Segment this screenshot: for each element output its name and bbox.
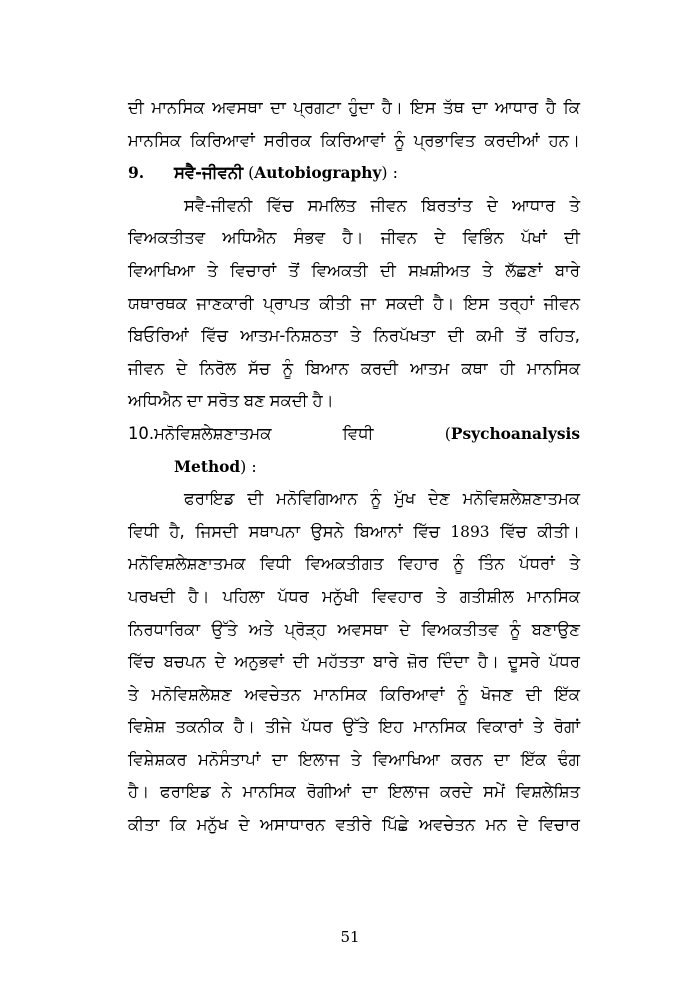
paragraph-section-9 xyxy=(128,190,580,418)
word: ਤਕਨੀਕ xyxy=(175,717,224,737)
word: ਵਿਧੀ xyxy=(128,521,159,541)
word: ਵਿਅਕਤੀਤਵ xyxy=(128,228,205,248)
word: ਮਾਨਸਿਕ xyxy=(526,358,580,378)
word: ਬਾਰੇ xyxy=(373,652,399,672)
word: ਹੀ xyxy=(499,358,515,378)
word: ਦੀ xyxy=(128,98,144,117)
text-line xyxy=(128,646,580,679)
word: ਵਿਧੀ xyxy=(259,554,291,574)
heading-10 xyxy=(128,418,580,451)
word: ਦੇ xyxy=(434,228,446,248)
heading-title-roman: Psychoanalysis xyxy=(450,424,580,443)
word: ਹੈ। xyxy=(433,293,455,313)
word: ਕਿਰਿਆਵਾਂ xyxy=(320,130,386,150)
word: ਵਿਅਕਤੀਗਤ xyxy=(305,554,384,574)
word: ਵਿੱਚ xyxy=(266,195,294,215)
word: ਜਾਣਕਾਰੀ xyxy=(196,293,254,313)
text-line xyxy=(128,222,580,255)
word: ਸੱਚ xyxy=(248,358,271,378)
paren-close-glyph: ) xyxy=(381,163,388,183)
word: ਅਵਚੇਤਨ xyxy=(419,815,476,835)
word: ਸੰਭਵ xyxy=(293,228,325,248)
word: ਦੇ xyxy=(486,195,498,215)
word: ਨੂੰ xyxy=(457,684,469,704)
word: ਲੱਛਣਾਂ xyxy=(505,260,543,280)
word: ਪੱਧਰਾਂ xyxy=(519,554,555,574)
word: ਇਸ xyxy=(463,293,490,313)
word: ਬਾਰੇ xyxy=(554,260,580,280)
word: ਕੀਤਾ xyxy=(128,815,160,835)
word: ਤੋਂ xyxy=(515,326,527,346)
word: ਹੈ। xyxy=(381,98,403,117)
word: ਦਾ xyxy=(361,782,378,802)
word: ਕਰਦੀ xyxy=(360,358,398,378)
word: ਉੱਤੇ xyxy=(342,717,369,737)
word: ਸਖ਼ਸ਼ੀਅਤ xyxy=(408,260,471,280)
word: ਕਰਦੇ xyxy=(440,782,473,802)
word: ਜੀਵਨ xyxy=(543,293,580,313)
text-line xyxy=(128,483,580,516)
word: ਹੈ xyxy=(545,98,556,117)
word: ਕੀਤੀ xyxy=(319,293,351,313)
word: ਗਤੀਸ਼ੀਲ xyxy=(459,586,514,606)
word: ਬਣ xyxy=(243,391,265,411)
heading-colon: : xyxy=(392,163,398,183)
word: ਵਿਭਿੰਨ xyxy=(462,228,504,248)
word: ਜ਼ੋਰ xyxy=(407,652,429,672)
word: ਸਥਾਪਨਾ xyxy=(248,521,301,541)
word: ਇਹ xyxy=(378,717,404,737)
word: ਨੂੰ xyxy=(282,358,293,378)
word: ਤੱਥ xyxy=(443,98,465,117)
word: ਵਤੀਰੇ xyxy=(335,815,372,835)
word: ਯਥਾਰਥਕ xyxy=(128,293,187,313)
word: ਦੀ xyxy=(525,684,542,704)
word: ਮਨੋਵਿਸ਼ਲੇਸ਼ਣ xyxy=(151,684,232,704)
text-line xyxy=(128,711,580,744)
word: ਅਨੁਭਵਾਂ xyxy=(234,652,284,672)
word: ਢੰਗ xyxy=(557,749,580,769)
word: ਪਹਿਲਾ xyxy=(222,586,265,606)
word: ਸਮਲਿਤ xyxy=(307,195,357,215)
word: ਬਿਰਤਾਂਤ xyxy=(421,195,473,215)
paren-open-glyph: ( xyxy=(248,163,255,183)
word: ਸਰੀਰਕ xyxy=(263,130,312,150)
word: ਨੇ xyxy=(221,782,232,802)
word: ਦੇ xyxy=(214,652,226,672)
text-line xyxy=(128,581,580,614)
word: ਸਰੋਤ xyxy=(207,391,239,411)
word: ਦੀ xyxy=(247,489,264,509)
text-line xyxy=(128,385,580,418)
word: ਬਚਪਨ xyxy=(163,652,206,672)
word: ਮਾਨਸਿਕ xyxy=(313,684,367,704)
word: ਹੁੰਦਾ xyxy=(348,98,375,117)
word: ਕੀਤੀ। xyxy=(537,521,580,541)
word: ਵਿਕਾਰਾਂ xyxy=(476,717,523,737)
word: ਤਰ੍ਹਾਂ xyxy=(498,293,535,313)
word: ਮਨੁੱਖ xyxy=(196,815,229,835)
word: ਦਾ xyxy=(186,391,203,411)
word: ਕਿ xyxy=(563,98,580,117)
word: ਨਿਰੋਲ xyxy=(199,358,237,378)
word: ਦਾ xyxy=(271,749,288,769)
heading-number: 9. xyxy=(128,163,145,183)
word: ਪ੍ਰੋੜ੍ਹ xyxy=(284,619,327,639)
heading-number: 10. xyxy=(128,423,155,443)
word: ਨਿਰਪੱਖਤਾ xyxy=(373,326,436,346)
word: ਹੈ, xyxy=(169,521,185,541)
word: ਪੱਧਰ xyxy=(277,586,309,606)
heading-10-line2 xyxy=(128,451,580,484)
heading-title-roman-2: Method xyxy=(174,457,241,476)
word: ਹੈ। xyxy=(233,717,255,737)
word: ਦੂਸਰੇ xyxy=(507,652,540,672)
word: ਦੇ xyxy=(176,358,188,378)
word: ਕਰਨ xyxy=(451,749,483,769)
word: ਆਤਮ xyxy=(410,358,450,378)
word: ਵਿਆਖਿਆ xyxy=(372,749,440,769)
word: ਹੈ। xyxy=(312,391,334,411)
word: ਤੇ xyxy=(350,326,361,346)
word: ਵਿਅਕਤੀ xyxy=(311,260,368,280)
heading-roman-group xyxy=(445,418,580,451)
word: ਦੇ xyxy=(517,815,529,835)
word: ਇੱਕ xyxy=(554,684,580,704)
word: ਕਮੀ xyxy=(476,326,504,346)
word: ਇਲਾਜ xyxy=(388,782,430,802)
word: ਦੇ xyxy=(238,815,250,835)
paragraph-continued xyxy=(128,92,580,157)
word: ਜੀਵਨ xyxy=(380,228,418,248)
word: ਮਹੱਤਤਾ xyxy=(317,652,365,672)
heading-9 xyxy=(128,157,580,190)
word: ਤੇ xyxy=(207,260,218,280)
word: ਜੀਵਨ xyxy=(128,358,165,378)
word: ਵਿਆਖਿਆ xyxy=(128,260,195,280)
word: ਦੀ xyxy=(380,260,396,280)
text-line xyxy=(128,548,580,581)
text-line xyxy=(128,320,580,353)
word: ਮਨੋਵਿਸ਼ਲੇਸ਼ਣਾਤਮਕ xyxy=(462,489,580,509)
word: ਵਿੱਚ xyxy=(128,652,155,672)
word: ਦਿੰਦਾ xyxy=(437,652,469,672)
word: ਹੈ। xyxy=(128,782,150,802)
word: ਸਕਦੀ xyxy=(385,293,424,313)
word: ਵਿੱਚ xyxy=(201,326,228,346)
word: ਪੱਖਾਂ xyxy=(521,228,547,248)
word: ਪ੍ਰਗਟਾ xyxy=(293,98,341,117)
word: ਕਰਦੀਆਂ xyxy=(484,130,540,150)
text-line xyxy=(128,679,580,712)
word: ਅਵਸਥਾ xyxy=(337,619,388,639)
word: ਮਾਨਸਿਕ xyxy=(526,586,580,606)
word: ਵਿਸ਼ੇਸ਼ xyxy=(128,717,166,737)
heading-10-line1 xyxy=(154,418,580,451)
word: ਖੋਜਣ xyxy=(481,684,513,704)
word: ਦਾ xyxy=(494,749,510,769)
word: ਵਿੱਚ xyxy=(500,521,527,541)
word: ਅਧਿਐਨ xyxy=(222,228,277,248)
year-1893: 1893 xyxy=(450,522,490,541)
heading-colon: : xyxy=(251,456,257,476)
word: ਮੁੱਖ xyxy=(394,489,416,509)
word: ਮਾਨਸਿਕ xyxy=(151,98,205,117)
heading-title-roman: Autobiography xyxy=(254,164,382,183)
word: ਮਨੁੱਖੀ xyxy=(322,586,359,606)
word: ਤੇ xyxy=(569,554,580,574)
heading-title-gurmukhi: ਸਵੈ-ਜੀਵਨੀ xyxy=(174,163,244,183)
word: ਅਤੇ xyxy=(248,619,274,639)
word: ਤੋਂ xyxy=(288,260,300,280)
text-line xyxy=(128,288,580,321)
word: ਹੈ। xyxy=(342,228,364,248)
word: ਕਿਰਿਆਵਾਂ xyxy=(379,684,445,704)
word: ਸਕਦੀ xyxy=(269,391,308,411)
word: ਹੈ। xyxy=(477,652,499,672)
word: ਮਨ xyxy=(485,815,507,835)
word: ਕਿ xyxy=(169,815,187,835)
word: ਤੇ xyxy=(482,260,493,280)
word: ਮਨੋਵਿਗਿਆਨ xyxy=(276,489,358,509)
text-line xyxy=(128,353,580,386)
word: ਮਨੋਸੰਤਾਪਾਂ xyxy=(198,749,261,769)
word: ਦੀ xyxy=(564,228,580,248)
word: ਜਿਸਦੀ xyxy=(195,521,238,541)
paren-open-glyph: ( xyxy=(444,423,451,443)
word: ਵਿਚਾਰ xyxy=(538,815,580,835)
word: ਨਿਰਧਾਰਿਕਾ xyxy=(128,619,201,639)
word: ਬਿਆਨ xyxy=(305,358,349,378)
word: ਪੱਧਰ xyxy=(301,717,333,737)
word: ਦੇ xyxy=(399,619,411,639)
word: ਫਰਾਇਡ xyxy=(160,782,211,802)
text-line xyxy=(128,776,580,809)
word: ਅਧਿਐਨ xyxy=(128,391,182,411)
word: ਵਿਅਕਤੀਤਵ xyxy=(421,619,499,639)
paragraph-section-10 xyxy=(128,483,580,842)
word: ਵਿਹਾਰ xyxy=(398,554,439,574)
word: ਜਾ xyxy=(360,293,376,313)
word: ਨੂੰ xyxy=(370,489,382,509)
heading-title-gurmukhi: ਮਨੋਵਿਸ਼ਲੇਸ਼ਣਾਤਮਕ xyxy=(154,423,272,443)
word: ਨੂੰ xyxy=(394,130,405,150)
word: ਮਾਨਸਿਕ xyxy=(128,130,182,150)
word: ਤੇ xyxy=(533,717,544,737)
word: ਫਰਾਇਡ xyxy=(184,489,235,509)
word: ਤੀਜੇ xyxy=(265,717,292,737)
word: ਪਰਖਦੀ xyxy=(128,586,175,606)
word: ਤੇ xyxy=(128,684,139,704)
word: ਵਿਚਾਰਾਂ xyxy=(230,260,277,280)
word: ਕਿਰਿਆਵਾਂ xyxy=(190,130,255,150)
text-line xyxy=(128,516,580,549)
word: ਦਾ xyxy=(270,98,286,117)
word: ਪੱਧਰ xyxy=(548,652,580,672)
word: ਹੈ। xyxy=(188,586,210,606)
word: ਪਿੱਛੇ xyxy=(381,815,409,835)
word: ਆਤਮ-ਨਿਸ਼ਠਤਾ xyxy=(240,326,338,346)
text-line xyxy=(128,744,580,777)
word: ਇਲਾਜ xyxy=(298,749,340,769)
word: ਇੱਕ xyxy=(520,749,547,769)
word: ਇਸ xyxy=(410,98,436,117)
page-body-text xyxy=(128,92,580,842)
word: ਦੀ xyxy=(447,326,464,346)
word: ਅਵਚੇਤਨ xyxy=(244,684,301,704)
word: ਦੀ xyxy=(292,652,309,672)
word: ਰਹਿਤ, xyxy=(538,326,580,346)
word: ਦਾ xyxy=(471,98,488,117)
word: ਉਸਨੇ xyxy=(310,521,344,541)
word: ਹਨ। xyxy=(548,130,580,150)
word: ਰੋਗੀਆਂ xyxy=(306,782,351,802)
text-line xyxy=(128,255,580,288)
text-line xyxy=(128,92,580,125)
word: ਕਥਾ xyxy=(461,358,488,378)
word: ਤਿੰਨ xyxy=(478,554,505,574)
word: ਸਮੇਂ xyxy=(483,782,505,802)
word: ਤੇ xyxy=(350,749,362,769)
word: ਨੂੰ xyxy=(453,554,464,574)
word: ਦੇਣ xyxy=(428,489,450,509)
word: ਤੇ xyxy=(569,195,580,215)
word: ਵਿਸ਼ਲੇਸ਼ਿਤ xyxy=(515,782,580,802)
word: ਪ੍ਰਭਾਵਿਤ xyxy=(413,130,476,150)
text-line xyxy=(128,125,580,158)
word: ਤੇ xyxy=(435,586,447,606)
word: ਬਿਆਨਾਂ xyxy=(354,521,403,541)
word: ਮਾਨਸਿਕ xyxy=(242,782,296,802)
word: ਮਨੋਵਿਸ਼ਲੇਸ਼ਣਾਤਮਕ xyxy=(128,554,246,574)
word: ਵਿਸ਼ੇਸ਼ਕਰ xyxy=(128,749,187,769)
word: ਆਧਾਰ xyxy=(495,98,539,117)
word: ਵਿੱਚ xyxy=(413,521,440,541)
word: ਵਿਵਹਾਰ xyxy=(371,586,423,606)
heading-title-gurmukhi-2: ਵਿਧੀ xyxy=(342,423,374,443)
page-number: 51 xyxy=(340,928,360,946)
paren-close-glyph: ) xyxy=(240,456,247,476)
word: ਸਵੈ-ਜੀਵਨੀ xyxy=(184,195,253,215)
word: ਬਣਾਉਣ xyxy=(531,619,580,639)
word: ਉੱਤੇ xyxy=(211,619,238,639)
word: ਨੂੰ xyxy=(509,619,521,639)
word: ਪ੍ਰਾਪਤ xyxy=(263,293,310,313)
word: ਮਾਨਸਿਕ xyxy=(413,717,467,737)
text-line xyxy=(128,190,580,223)
word: ਜੀਵਨ xyxy=(370,195,407,215)
word: ਅਵਸਥਾ xyxy=(212,98,263,117)
word: ਰੋਗਾਂ xyxy=(553,717,580,737)
word: ਬਿਓਰਿਆਂ xyxy=(128,326,189,346)
word: ਅਸਾਧਾਰਨ xyxy=(259,815,326,835)
text-line xyxy=(128,809,580,842)
text-line xyxy=(128,614,580,647)
word: ਆਧਾਰ xyxy=(512,195,556,215)
